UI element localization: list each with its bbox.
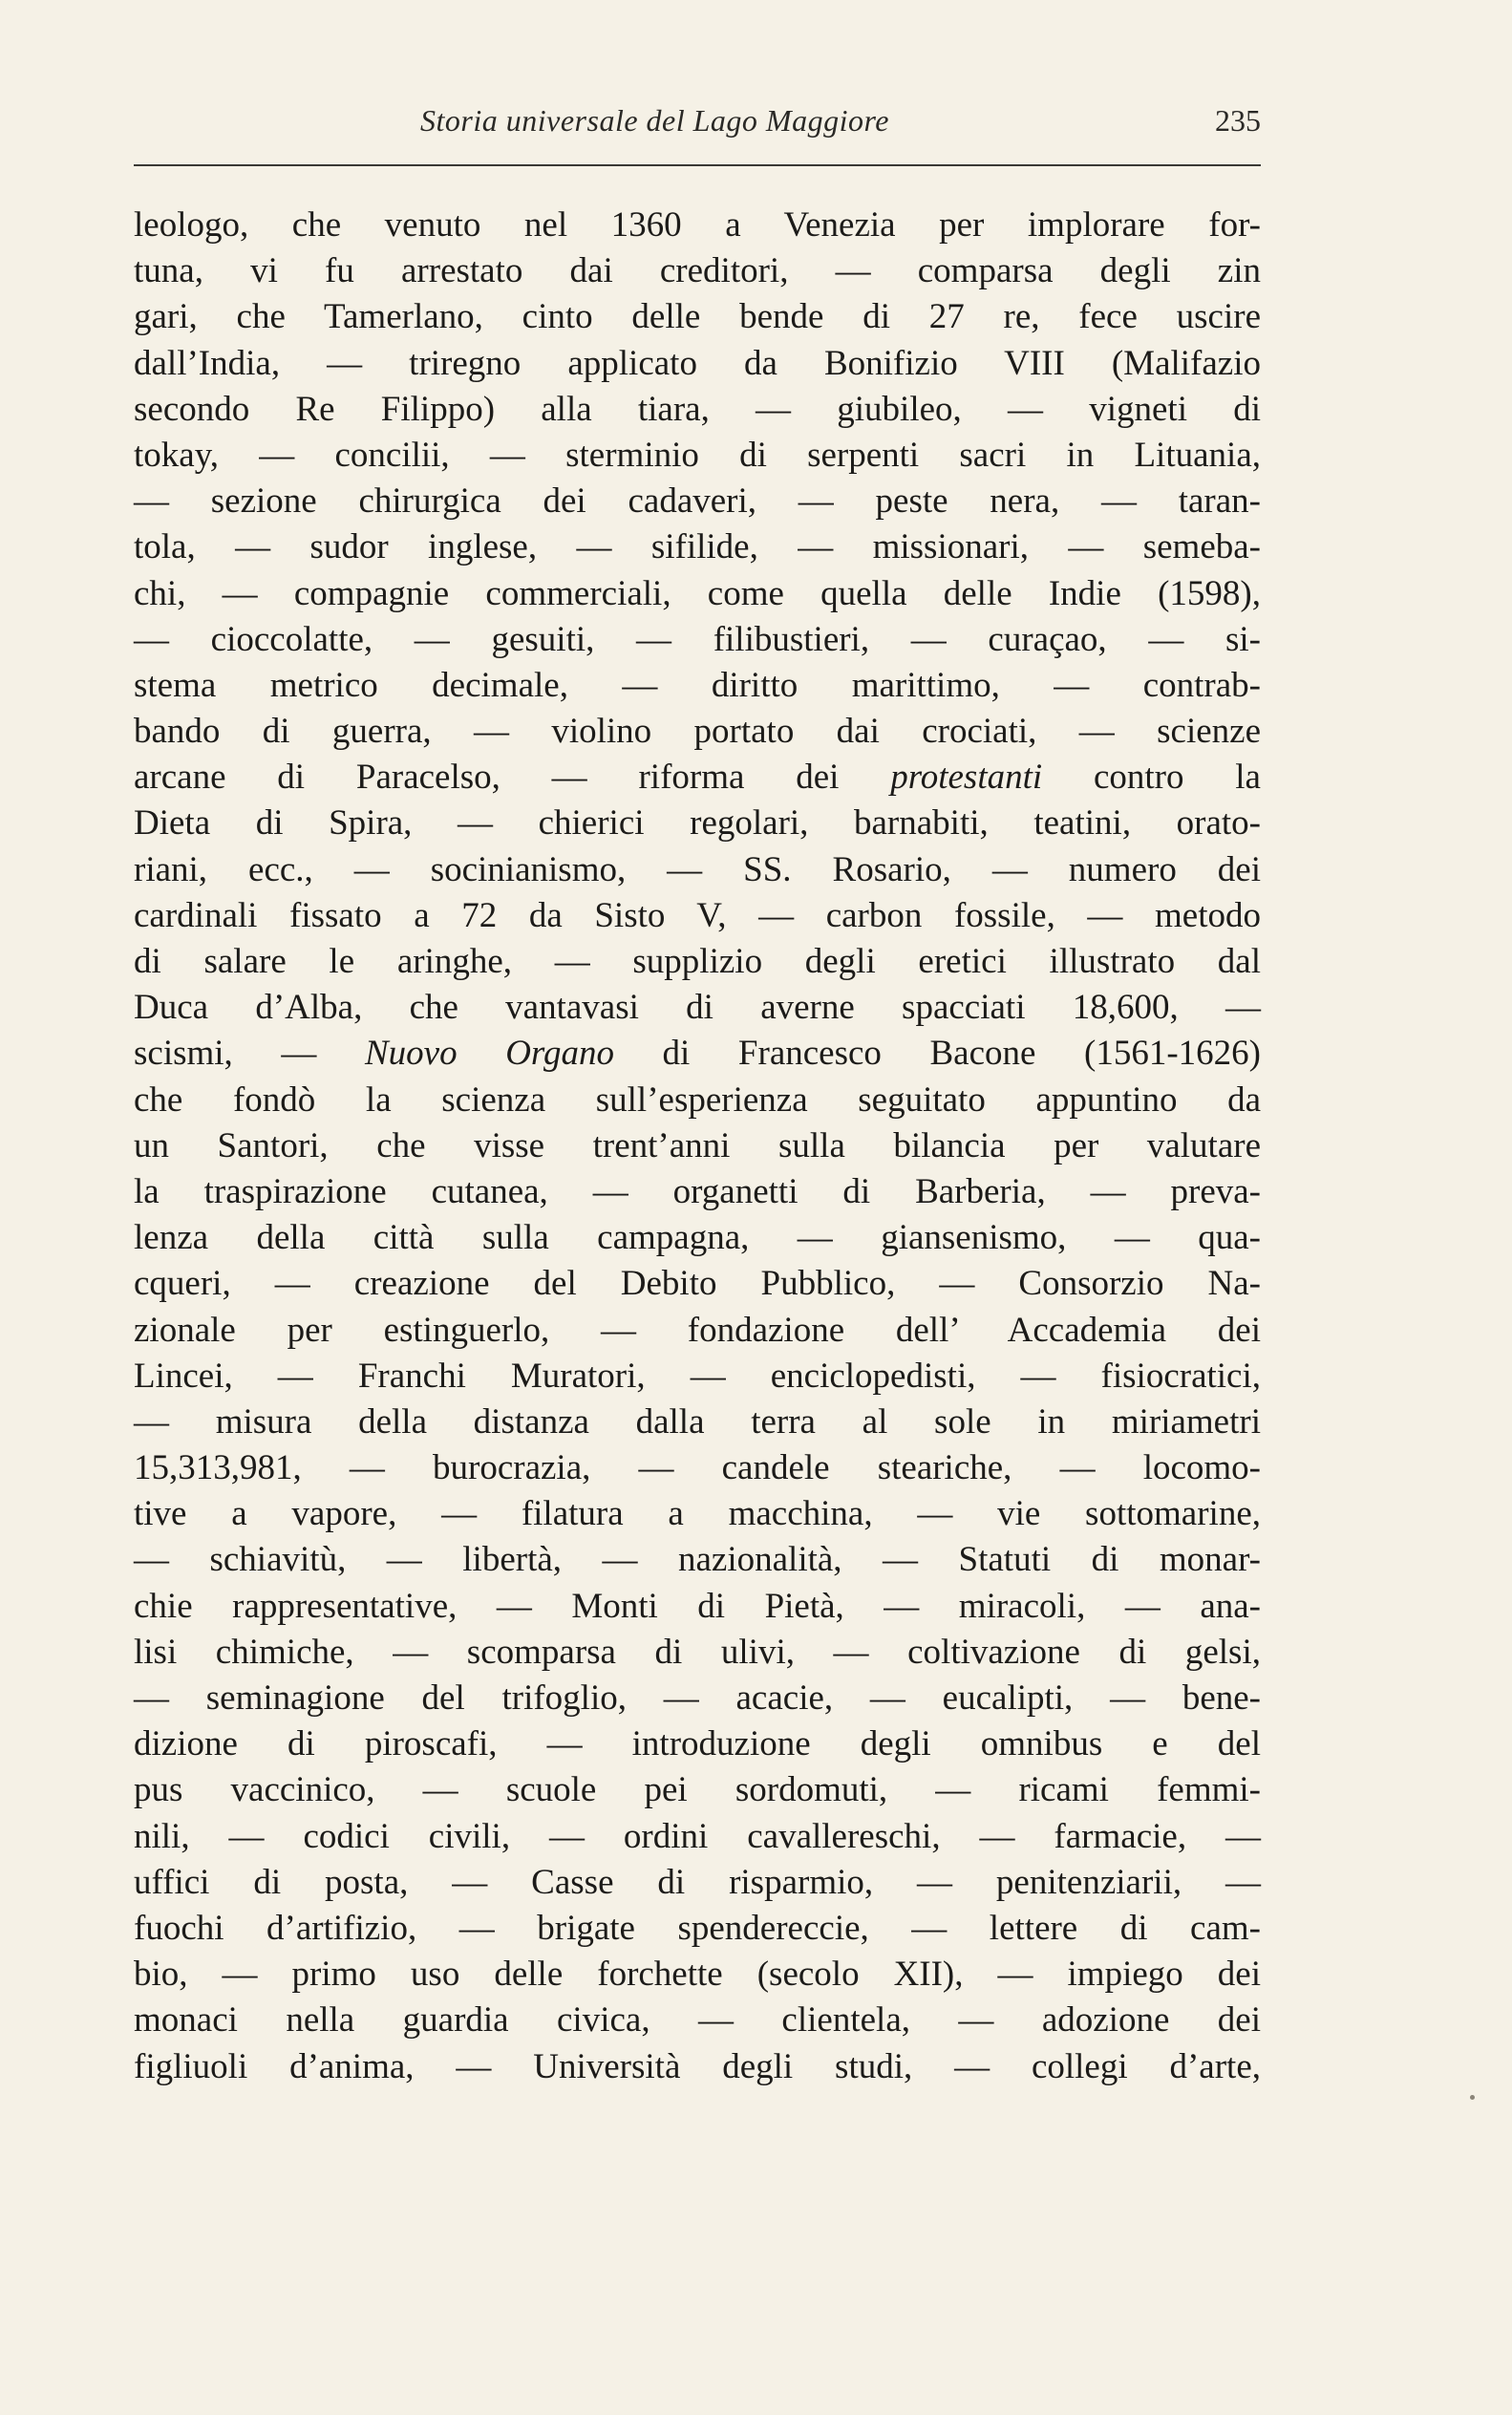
text-line: leologo, che venuto nel 1360 a Venezia per implorare for-: [134, 205, 1261, 245]
text-line: — schiavitù, — libertà, — nazionalità, — Statuti di monar-: [134, 1540, 1261, 1580]
text-line-with-italic: [134, 755, 1261, 801]
text-line: bando di guerra, — violino portato dai crociati, — scienze: [134, 712, 1261, 752]
text-line: — sezione chirurgica dei cadaveri, — peste nera, — taran-: [134, 481, 1261, 522]
text-line: chi, — compagnie commerciali, come quella delle Indie (1598),: [134, 573, 1261, 613]
text-run: scismi, —: [134, 1034, 365, 1074]
text-line: 15,313,981, — burocrazia, — candele steariche, — locomo-: [134, 1448, 1261, 1488]
text-run: contro la: [1042, 758, 1261, 798]
text-line: Duca d’Alba, che vantavasi di averne spacciati 18,600, —: [134, 988, 1261, 1028]
text-line: figliuoli d’anima, — Università degli studi, — collegi d’arte,: [134, 2046, 1261, 2086]
text-line: zionale per estinguerlo, — fondazione dell’ Accademia dei: [134, 1310, 1261, 1350]
text-line: lisi chimiche, — scomparsa di ulivi, — coltivazione di gelsi,: [134, 1632, 1261, 1672]
text-line: di salare le aringhe, — supplizio degli eretici illustrato dal: [134, 942, 1261, 981]
text-line: fuochi d’artifizio, — brigate spendereccie, — lettere di cam-: [134, 1908, 1261, 1948]
text-line: uffici di posta, — Casse di risparmio, — penitenziarii, —: [134, 1862, 1261, 1902]
paper-speck: [1470, 2095, 1475, 2100]
text-line: tola, — sudor inglese, — sifilide, — missionari, — semeba-: [134, 527, 1261, 567]
text-line: pus vaccinico, — scuole pei sordomuti, — ricami femmi-: [134, 1770, 1261, 1810]
header-rule: [134, 164, 1261, 166]
text-line: chie rappresentative, — Monti di Pietà, — miracoli, — ana-: [134, 1586, 1261, 1626]
text-line: tokay, — concilii, — sterminio di serpenti sacri in Lituania,: [134, 435, 1261, 475]
text-line: cardinali fissato a 72 da Sisto V, — carbon fossile, — metodo: [134, 895, 1261, 935]
text-run: arcane di Paracelso, — riforma dei: [134, 758, 891, 798]
text-line: secondo Re Filippo) alla tiara, — giubileo, — vigneti di: [134, 389, 1261, 429]
text-line: stema metrico decimale, — diritto marittimo, — contrab-: [134, 665, 1261, 705]
text-line: dall’India, — triregno applicato da Bonifizio VIII (Malifazio: [134, 343, 1261, 383]
text-line: tive a vapore, — filatura a macchina, — vie sottomarine,: [134, 1494, 1261, 1534]
running-title: Storia universale del Lago Maggiore: [420, 103, 889, 138]
text-line-with-italic: [134, 1031, 1261, 1077]
text-line: riani, ecc., — socinianismo, — SS. Rosario, — numero dei: [134, 849, 1261, 889]
text-run: di Francesco Bacone (1561-1626): [613, 1034, 1261, 1074]
text-line: Lincei, — Franchi Muratori, — enciclopedisti, — fisiocratici,: [134, 1356, 1261, 1396]
text-line: lenza della città sulla campagna, — giansenismo, — qua-: [134, 1218, 1261, 1258]
text-line: — misura della distanza dalla terra al sole in miriametri: [134, 1401, 1261, 1442]
text-line: dizione di piroscafi, — introduzione degli omnibus e del: [134, 1724, 1261, 1764]
body-text: [134, 203, 1261, 2090]
text-line: cqueri, — creazione del Debito Pubblico, — Consorzio Na-: [134, 1264, 1261, 1304]
italic-title: Nuovo Organo: [365, 1034, 614, 1074]
text-line: tuna, vi fu arrestato dai creditori, — comparsa degli zin: [134, 251, 1261, 291]
text-line: gari, che Tamerlano, cinto delle bende di 27 re, fece uscire: [134, 297, 1261, 337]
text-line: monaci nella guardia civica, — clientela, — adozione dei: [134, 2000, 1261, 2041]
page-number: 235: [1215, 103, 1261, 138]
page-header: [134, 103, 1261, 151]
text-line: la traspirazione cutanea, — organetti di Barberia, — preva-: [134, 1171, 1261, 1211]
text-line: nili, — codici civili, — ordini cavallereschi, — farmacie, —: [134, 1816, 1261, 1856]
text-line: che fondò la scienza sull’esperienza seguitato appuntino da: [134, 1079, 1261, 1120]
text-line: un Santori, che visse trent’anni sulla bilancia per valutare: [134, 1125, 1261, 1165]
text-line: Dieta di Spira, — chierici regolari, barnabiti, teatini, orato-: [134, 803, 1261, 844]
text-line: — seminagione del trifoglio, — acacie, — eucalipti, — bene-: [134, 1678, 1261, 1718]
text-line: bio, — primo uso delle forchette (secolo XII), — impiego dei: [134, 1955, 1261, 1995]
text-line: — cioccolatte, — gesuiti, — filibustieri, — curaçao, — si-: [134, 619, 1261, 659]
italic-term: protestanti: [890, 758, 1043, 798]
